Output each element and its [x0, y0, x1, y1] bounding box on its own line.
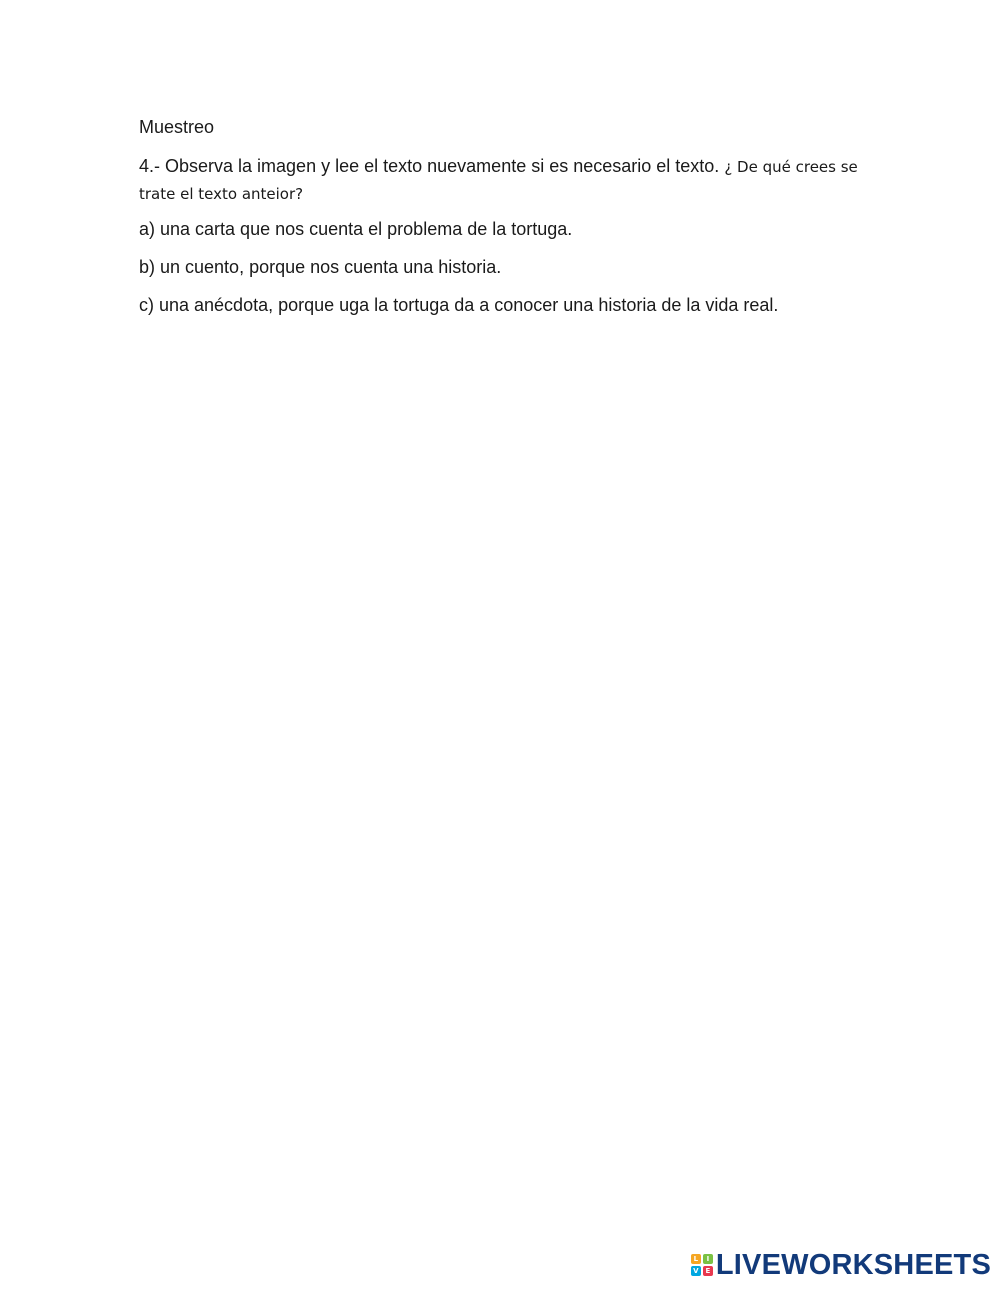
question-tail: ¿ De qué crees se trate el texto anteior? — [139, 158, 858, 203]
brand-name: LIVEWORKSHEETS — [715, 1249, 991, 1281]
section-heading: Muestreo — [139, 117, 215, 137]
logo-tile-i: I — [703, 1254, 713, 1264]
logo-tile-v: V — [691, 1266, 701, 1276]
liveworksheets-logo-icon — [691, 1254, 713, 1276]
liveworksheets-brand — [691, 1249, 991, 1281]
logo-tile-l: L — [691, 1254, 701, 1264]
question-main: 4.- Observa la imagen y lee el texto nuevamente si es necesario el texto. — [139, 156, 725, 176]
option-c: c) una anécdota, porque uga la tortuga da a conocer una historia de la vida real. — [139, 295, 779, 315]
option-b: b) un cuento, porque nos cuenta una historia. — [139, 257, 502, 277]
question-text — [139, 153, 859, 207]
option-a: a) una carta que nos cuenta el problema de la tortuga. — [139, 219, 573, 239]
logo-tile-e: E — [703, 1266, 713, 1276]
